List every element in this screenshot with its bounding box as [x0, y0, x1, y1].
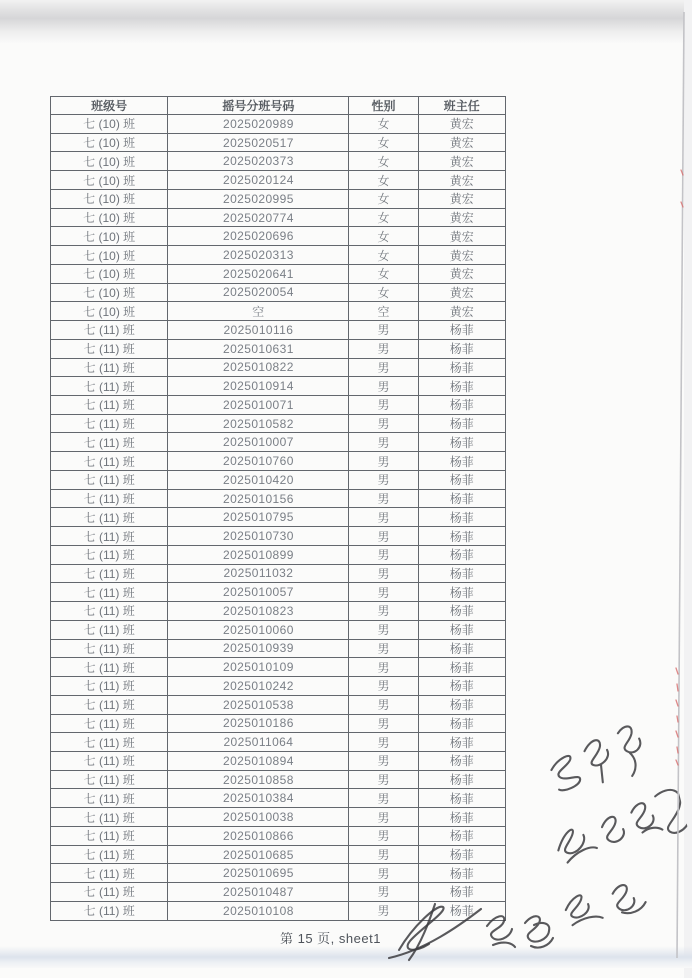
cell-num: 2025010007 [168, 433, 349, 452]
cell-teacher: 杨菲 [418, 826, 505, 845]
cell-cls: 七 (10) 班 [51, 227, 168, 246]
table-row [51, 396, 506, 415]
page-footer-label: 第 15 页, sheet1 [280, 931, 381, 946]
cell-teacher: 杨菲 [418, 677, 505, 696]
cell-cls: 七 (11) 班 [51, 883, 168, 902]
cell-cls: 七 (11) 班 [51, 808, 168, 827]
cell-gender: 男 [349, 396, 418, 415]
cell-num: 2025010939 [168, 639, 349, 658]
cell-teacher: 杨菲 [418, 545, 505, 564]
cell-gender: 男 [349, 714, 418, 733]
cell-num: 2025010695 [168, 864, 349, 883]
table-row [51, 227, 506, 246]
cell-num: 2025010109 [168, 658, 349, 677]
cell-gender: 男 [349, 452, 418, 471]
table-row [51, 864, 506, 883]
table-row [51, 264, 506, 283]
table-row [51, 171, 506, 190]
table-row [51, 583, 506, 602]
table-row [51, 189, 506, 208]
cell-gender: 男 [349, 639, 418, 658]
table-row [51, 808, 506, 827]
cell-teacher: 杨菲 [418, 789, 505, 808]
cell-num: 2025020995 [168, 189, 349, 208]
cell-teacher: 黄宏 [418, 246, 505, 265]
cell-cls: 七 (11) 班 [51, 583, 168, 602]
cell-num: 2025010760 [168, 452, 349, 471]
cell-gender: 女 [349, 152, 418, 171]
cell-gender: 男 [349, 677, 418, 696]
cell-teacher: 杨菲 [418, 658, 505, 677]
cell-gender: 男 [349, 883, 418, 902]
cell-teacher: 黄宏 [418, 133, 505, 152]
cell-num: 2025010582 [168, 414, 349, 433]
table-row [51, 789, 506, 808]
page-right-margin [684, 0, 692, 978]
cell-cls: 七 (11) 班 [51, 639, 168, 658]
cell-num: 2025020054 [168, 283, 349, 302]
cell-cls: 七 (11) 班 [51, 770, 168, 789]
cell-gender: 女 [349, 264, 418, 283]
table-row [51, 733, 506, 752]
handwritten-signature-right-2 [538, 772, 692, 903]
cell-gender: 男 [349, 789, 418, 808]
cell-num: 2025020989 [168, 115, 349, 134]
cell-cls: 七 (11) 班 [51, 452, 168, 471]
cell-cls: 七 (11) 班 [51, 658, 168, 677]
table-row [51, 639, 506, 658]
table-row [51, 133, 506, 152]
cell-cls: 七 (11) 班 [51, 358, 168, 377]
cell-num: 2025011064 [168, 733, 349, 752]
cell-cls: 七 (11) 班 [51, 864, 168, 883]
cell-gender: 男 [349, 583, 418, 602]
cell-gender: 女 [349, 133, 418, 152]
cell-teacher: 杨菲 [418, 433, 505, 452]
table-row [51, 751, 506, 770]
cell-num: 2025010156 [168, 489, 349, 508]
cell-teacher: 黄宏 [418, 171, 505, 190]
cell-num: 2025010538 [168, 695, 349, 714]
cell-num: 2025010730 [168, 527, 349, 546]
cell-teacher: 杨菲 [418, 620, 505, 639]
cell-gender: 男 [349, 545, 418, 564]
cell-num: 2025010186 [168, 714, 349, 733]
page-top-shadow [0, 0, 692, 44]
cell-cls: 七 (10) 班 [51, 208, 168, 227]
table-row [51, 901, 506, 920]
cell-num: 2025020696 [168, 227, 349, 246]
cell-cls: 七 (11) 班 [51, 677, 168, 696]
cell-gender: 男 [349, 339, 418, 358]
header-cell: 摇号分班号码 [168, 97, 349, 115]
cell-gender: 男 [349, 845, 418, 864]
cell-teacher: 黄宏 [418, 283, 505, 302]
table-row [51, 489, 506, 508]
cell-gender: 男 [349, 901, 418, 920]
cell-cls: 七 (11) 班 [51, 620, 168, 639]
cell-teacher: 杨菲 [418, 864, 505, 883]
cell-gender: 女 [349, 283, 418, 302]
cell-teacher: 杨菲 [418, 602, 505, 621]
cell-cls: 七 (10) 班 [51, 133, 168, 152]
cell-cls: 七 (11) 班 [51, 321, 168, 340]
table-row [51, 695, 506, 714]
cell-gender: 男 [349, 508, 418, 527]
cell-gender: 男 [349, 826, 418, 845]
cell-cls: 七 (11) 班 [51, 489, 168, 508]
handwritten-signature-right-1 [533, 711, 667, 834]
handwritten-signature-right-3 [552, 859, 669, 939]
cell-gender: 男 [349, 321, 418, 340]
table-row [51, 677, 506, 696]
cell-teacher: 黄宏 [418, 227, 505, 246]
table-row [51, 152, 506, 171]
cell-cls: 七 (11) 班 [51, 470, 168, 489]
cell-cls: 七 (11) 班 [51, 545, 168, 564]
cell-cls: 七 (11) 班 [51, 733, 168, 752]
cell-cls: 七 (10) 班 [51, 246, 168, 265]
table-row [51, 564, 506, 583]
cell-teacher: 杨菲 [418, 845, 505, 864]
cell-teacher: 杨菲 [418, 358, 505, 377]
cell-cls: 七 (11) 班 [51, 901, 168, 920]
cell-num: 2025010631 [168, 339, 349, 358]
cell-teacher: 杨菲 [418, 470, 505, 489]
cell-num: 2025010060 [168, 620, 349, 639]
cell-teacher: 杨菲 [418, 770, 505, 789]
cell-gender: 女 [349, 246, 418, 265]
cell-gender: 男 [349, 470, 418, 489]
cell-teacher: 杨菲 [418, 639, 505, 658]
table-row [51, 321, 506, 340]
cell-cls: 七 (11) 班 [51, 339, 168, 358]
cell-cls: 七 (11) 班 [51, 527, 168, 546]
table-row [51, 433, 506, 452]
cell-teacher: 杨菲 [418, 508, 505, 527]
cell-gender: 男 [349, 564, 418, 583]
cell-cls: 七 (11) 班 [51, 508, 168, 527]
cell-cls: 七 (10) 班 [51, 283, 168, 302]
cell-teacher: 杨菲 [418, 564, 505, 583]
cell-teacher: 杨菲 [418, 883, 505, 902]
table-row [51, 208, 506, 227]
cell-gender: 男 [349, 620, 418, 639]
cell-cls: 七 (10) 班 [51, 302, 168, 321]
cell-teacher: 杨菲 [418, 527, 505, 546]
cell-teacher: 黄宏 [418, 302, 505, 321]
cell-gender: 男 [349, 864, 418, 883]
cell-num: 2025010914 [168, 377, 349, 396]
cell-cls: 七 (10) 班 [51, 189, 168, 208]
cell-teacher: 杨菲 [418, 321, 505, 340]
cell-cls: 七 (11) 班 [51, 414, 168, 433]
cell-gender: 男 [349, 414, 418, 433]
table-row [51, 358, 506, 377]
table-row [51, 283, 506, 302]
cell-teacher: 杨菲 [418, 808, 505, 827]
table-row [51, 377, 506, 396]
cell-num: 空 [168, 302, 349, 321]
cell-teacher: 杨菲 [418, 396, 505, 415]
header-cell: 班主任 [418, 97, 505, 115]
cell-teacher: 杨菲 [418, 414, 505, 433]
cell-num: 2025010487 [168, 883, 349, 902]
cell-cls: 七 (11) 班 [51, 826, 168, 845]
table-body [51, 115, 506, 921]
cell-cls: 七 (10) 班 [51, 152, 168, 171]
page-bottom-shadow [0, 946, 692, 968]
table-row [51, 714, 506, 733]
cell-teacher: 杨菲 [418, 733, 505, 752]
cell-num: 2025010038 [168, 808, 349, 827]
cell-gender: 女 [349, 189, 418, 208]
cell-num: 2025020517 [168, 133, 349, 152]
cell-gender: 女 [349, 227, 418, 246]
cell-cls: 七 (11) 班 [51, 377, 168, 396]
cell-cls: 七 (11) 班 [51, 396, 168, 415]
table-row [51, 845, 506, 864]
cell-gender: 男 [349, 358, 418, 377]
table-row [51, 658, 506, 677]
cell-cls: 七 (11) 班 [51, 845, 168, 864]
cell-num: 2025010057 [168, 583, 349, 602]
cell-teacher: 杨菲 [418, 489, 505, 508]
table-header-row [51, 97, 506, 115]
cell-cls: 七 (11) 班 [51, 789, 168, 808]
cell-gender: 男 [349, 658, 418, 677]
cell-num: 2025010899 [168, 545, 349, 564]
cell-num: 2025010795 [168, 508, 349, 527]
cell-num: 2025010823 [168, 602, 349, 621]
cell-cls: 七 (10) 班 [51, 171, 168, 190]
cell-gender: 男 [349, 433, 418, 452]
cell-cls: 七 (11) 班 [51, 433, 168, 452]
cell-teacher: 杨菲 [418, 452, 505, 471]
cell-teacher: 黄宏 [418, 208, 505, 227]
cell-gender: 女 [349, 115, 418, 134]
cell-gender: 男 [349, 808, 418, 827]
table-row [51, 115, 506, 134]
cell-teacher: 黄宏 [418, 189, 505, 208]
cell-cls: 七 (10) 班 [51, 264, 168, 283]
cell-num: 2025010384 [168, 789, 349, 808]
cell-gender: 男 [349, 527, 418, 546]
cell-cls: 七 (11) 班 [51, 751, 168, 770]
cell-num: 2025010894 [168, 751, 349, 770]
cell-teacher: 杨菲 [418, 695, 505, 714]
cell-gender: 空 [349, 302, 418, 321]
cell-num: 2025020313 [168, 246, 349, 265]
cell-num: 2025020774 [168, 208, 349, 227]
cell-gender: 男 [349, 602, 418, 621]
cell-num: 2025010685 [168, 845, 349, 864]
cell-num: 2025010858 [168, 770, 349, 789]
table-row [51, 602, 506, 621]
cell-num: 2025010108 [168, 901, 349, 920]
cell-gender: 女 [349, 171, 418, 190]
table-row [51, 339, 506, 358]
cell-gender: 男 [349, 733, 418, 752]
cell-num: 2025010420 [168, 470, 349, 489]
table-row [51, 452, 506, 471]
cell-gender: 男 [349, 377, 418, 396]
cell-num: 2025010822 [168, 358, 349, 377]
cell-teacher: 黄宏 [418, 115, 505, 134]
table-row [51, 414, 506, 433]
table-row [51, 883, 506, 902]
cell-teacher: 杨菲 [418, 583, 505, 602]
cell-gender: 男 [349, 489, 418, 508]
cell-cls: 七 (11) 班 [51, 695, 168, 714]
cell-num: 2025011032 [168, 564, 349, 583]
cell-num: 2025010866 [168, 826, 349, 845]
cell-num: 2025010071 [168, 396, 349, 415]
cell-gender: 男 [349, 695, 418, 714]
cell-num: 2025010116 [168, 321, 349, 340]
cell-teacher: 杨菲 [418, 714, 505, 733]
cell-teacher: 黄宏 [418, 264, 505, 283]
cell-teacher: 杨菲 [418, 377, 505, 396]
cell-num: 2025010242 [168, 677, 349, 696]
table-row [51, 770, 506, 789]
cell-gender: 女 [349, 208, 418, 227]
cell-teacher: 杨菲 [418, 339, 505, 358]
cell-teacher: 黄宏 [418, 152, 505, 171]
header-cell: 性别 [349, 97, 418, 115]
cell-cls: 七 (11) 班 [51, 564, 168, 583]
cell-gender: 男 [349, 751, 418, 770]
table-row [51, 246, 506, 265]
table-row [51, 826, 506, 845]
table-row [51, 508, 506, 527]
class-assignment-table [50, 96, 506, 921]
cell-cls: 七 (10) 班 [51, 115, 168, 134]
table-row [51, 302, 506, 321]
faint-red-vertical-marks [676, 170, 683, 765]
cell-num: 2025020641 [168, 264, 349, 283]
cell-teacher: 杨菲 [418, 751, 505, 770]
cell-cls: 七 (11) 班 [51, 602, 168, 621]
table-row [51, 470, 506, 489]
cell-cls: 七 (11) 班 [51, 714, 168, 733]
cell-num: 2025020124 [168, 171, 349, 190]
table-row [51, 620, 506, 639]
cell-gender: 男 [349, 770, 418, 789]
cell-teacher: 杨菲 [418, 901, 505, 920]
table-row [51, 545, 506, 564]
table-row [51, 527, 506, 546]
header-cell: 班级号 [51, 97, 168, 115]
cell-num: 2025020373 [168, 152, 349, 171]
